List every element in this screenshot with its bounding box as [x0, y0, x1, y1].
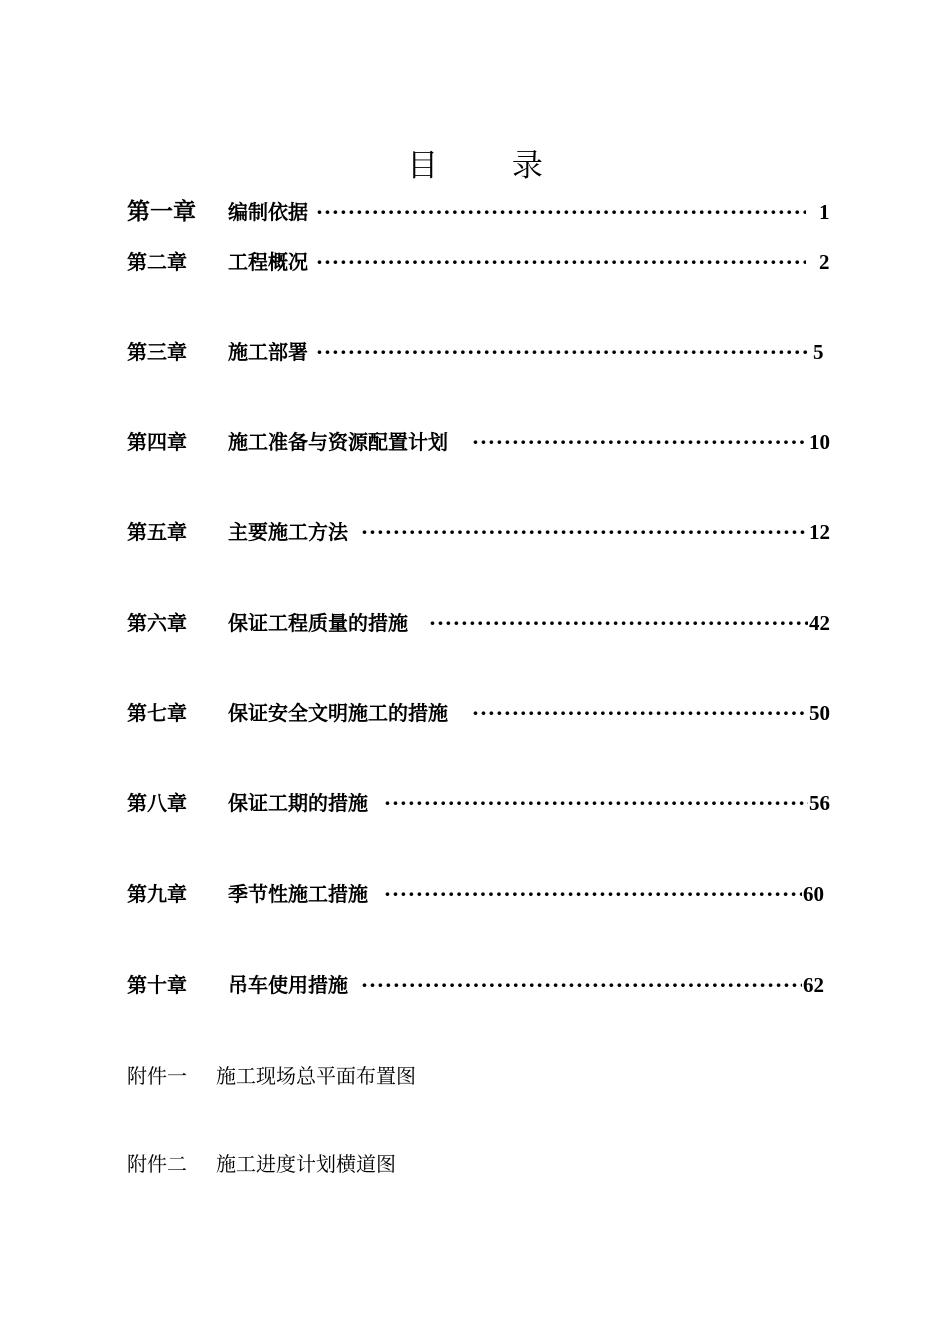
chapter-title: 保证工期的措施	[228, 791, 368, 815]
dot-leader	[316, 197, 806, 227]
page-number: 1	[819, 200, 830, 224]
appendix-label: 附件一	[127, 1064, 187, 1088]
chapter-number: 第五章	[127, 520, 187, 544]
dot-leader	[384, 879, 802, 909]
appendix-title: 施工现场总平面布置图	[216, 1064, 416, 1088]
chapter-number: 第九章	[127, 882, 187, 906]
dot-leader	[472, 427, 808, 457]
chapter-number: 第八章	[127, 791, 187, 815]
page-number: 56	[809, 791, 830, 815]
chapter-number: 第二章	[127, 250, 187, 274]
appendix-title: 施工进度计划横道图	[216, 1152, 396, 1176]
dot-leader	[429, 608, 808, 638]
chapter-title: 保证安全文明施工的措施	[228, 701, 448, 725]
chapter-title: 主要施工方法	[228, 520, 348, 544]
page-number: 2	[819, 250, 830, 274]
chapter-number: 第六章	[127, 611, 187, 635]
appendix-label: 附件二	[127, 1152, 187, 1176]
page-number: 62	[803, 973, 824, 997]
dot-leader	[316, 337, 810, 367]
chapter-title: 保证工程质量的措施	[228, 611, 408, 635]
dot-leader	[384, 788, 808, 818]
page-number: 10	[809, 430, 830, 454]
dot-leader	[361, 970, 802, 1000]
chapter-number: 第四章	[127, 430, 187, 454]
chapter-number: 第十章	[127, 973, 187, 997]
page-number: 5	[813, 340, 824, 364]
chapter-title: 施工部署	[228, 340, 308, 364]
chapter-title: 季节性施工措施	[228, 882, 368, 906]
toc-title: 目 录	[407, 148, 575, 184]
chapter-number: 第七章	[127, 701, 187, 725]
page-number: 12	[809, 520, 830, 544]
dot-leader	[316, 247, 806, 277]
page-number: 50	[809, 701, 830, 725]
page-number: 42	[809, 611, 830, 635]
page-number: 60	[803, 882, 824, 906]
chapter-title: 编制依据	[228, 200, 308, 224]
dot-leader	[361, 517, 807, 547]
chapter-title: 工程概况	[228, 250, 308, 274]
dot-leader	[472, 698, 808, 728]
chapter-title: 施工准备与资源配置计划	[228, 430, 448, 454]
chapter-number: 第三章	[127, 340, 187, 364]
chapter-title: 吊车使用措施	[228, 973, 348, 997]
chapter-number: 第一章	[127, 198, 196, 225]
